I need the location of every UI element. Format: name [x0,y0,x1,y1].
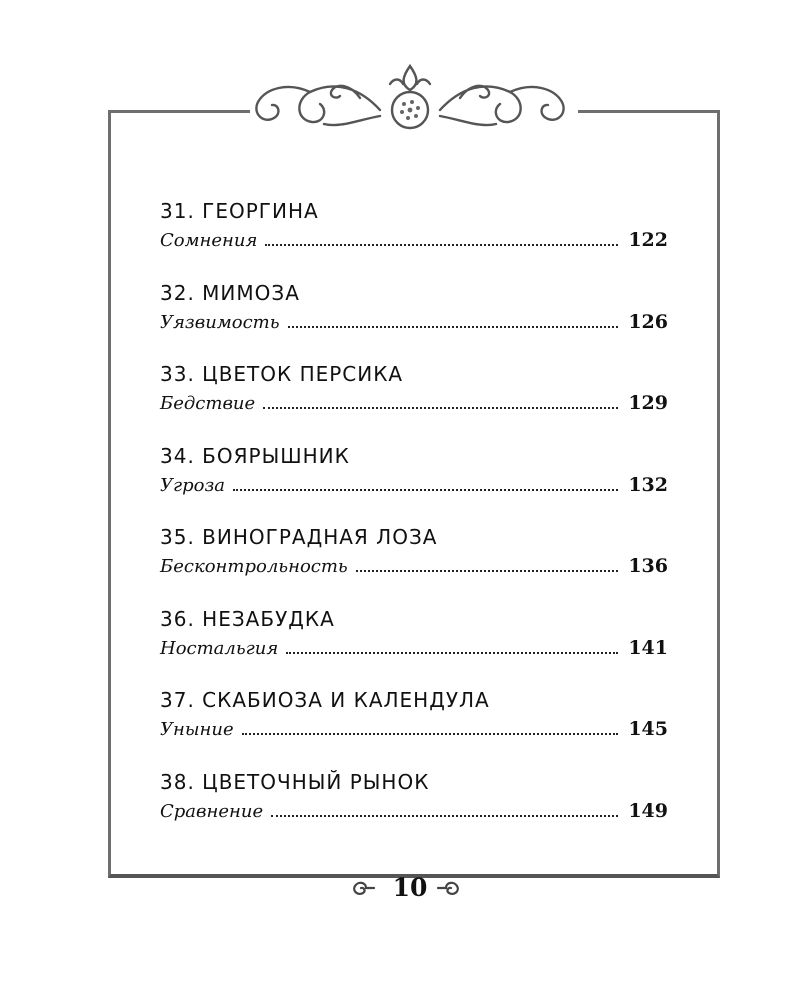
toc-entry[interactable] [160,604,668,686]
dot-leader [286,652,618,654]
toc-entry[interactable] [160,767,668,849]
page-reference: 129 [628,392,668,414]
chapter-subtitle: Сомнения [160,230,258,251]
page-reference: 141 [628,636,668,659]
chapter-title: 35. ВИНОГРАДНАЯ ЛОЗА [160,525,438,549]
dot-leader [271,815,618,817]
table-of-contents [160,196,668,848]
toc-entry[interactable] [160,278,668,360]
chapter-title: 33. ЦВЕТОК ПЕРСИКА [160,362,404,386]
page-reference: 126 [628,310,668,333]
chapter-title: 31. ГЕОРГИНА [160,199,319,223]
page-number: 10 [392,873,428,902]
chapter-title: 38. ЦВЕТОЧНЫЙ РЫНОК [160,769,430,794]
chapter-subtitle: Уныние [160,719,234,740]
page-reference: 145 [628,718,668,740]
chapter-title: 36. НЕЗАБУДКА [160,606,335,631]
dot-leader [356,570,619,572]
chapter-subtitle: Бедствие [160,393,256,414]
page-reference: 122 [628,229,668,251]
floral-scroll-ornament-icon [240,58,580,134]
page-reference: 136 [628,555,668,577]
dot-leader [288,326,619,328]
page-reference: 132 [628,473,668,496]
chapter-title: 37. СКАБИОЗА И КАЛЕНДУЛА [160,688,490,712]
chapter-subtitle: Бесконтрольность [160,556,348,577]
frame-top-left-rule [108,110,250,113]
chapter-title: 34. БОЯРЫШНИК [160,443,350,468]
toc-entry[interactable] [160,359,668,441]
dot-leader [233,489,618,491]
toc-entry[interactable] [160,441,668,523]
chapter-subtitle: Ностальгия [160,637,279,659]
toc-entry[interactable] [160,685,668,767]
chapter-subtitle: Угроза [160,474,226,496]
frame-top-right-rule [578,110,720,113]
page-reference: 149 [628,799,668,822]
toc-entry[interactable] [160,196,668,278]
dot-leader [265,244,618,246]
dot-leader [263,407,618,409]
toc-entry[interactable] [160,522,668,604]
chapter-title: 32. МИМОЗА [160,280,300,305]
chapter-subtitle: Уязвимость [160,311,280,333]
chapter-subtitle: Сравнение [160,800,264,822]
dot-leader [242,733,619,735]
